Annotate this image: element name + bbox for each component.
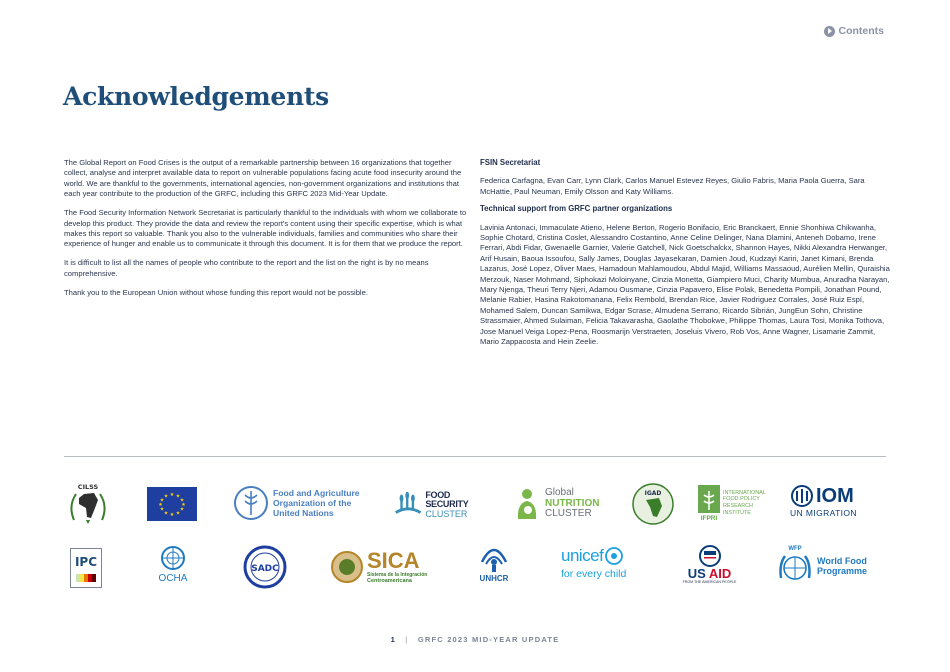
ifpri-abbr: IFPRI: [700, 514, 718, 522]
wfp-line-1: World Food: [817, 556, 867, 566]
svg-text:★: ★: [158, 502, 163, 508]
contributors: [480, 158, 892, 355]
svg-text:★: ★: [169, 492, 175, 498]
svg-text:★: ★: [181, 502, 186, 508]
fsc-line-2: CLUSTER: [425, 508, 468, 519]
ifpri-line-2: FOOD POLICY: [723, 496, 760, 503]
page-title: Acknowledgements: [63, 82, 329, 111]
usaid-tagline: FROM THE AMERICAN PEOPLE: [682, 580, 737, 584]
iom-logo: [790, 485, 870, 517]
unhcr-logo: [473, 542, 515, 588]
mother-child-icon: [515, 487, 541, 521]
cilss-logo: [64, 480, 112, 526]
gnc-line-2: NUTRITION: [545, 497, 600, 509]
intro-paragraph: Thank you to the European Union without whose funding this report would not be possible.: [64, 287, 368, 297]
partners-heading: Technical support from GRFC partner organizations: [480, 204, 673, 214]
sica-sub-2: Centroamericana: [367, 578, 412, 584]
sadc-text: SADC: [251, 564, 279, 574]
eu-flag-logo: [147, 487, 197, 521]
sica-emblem-icon: [330, 550, 364, 584]
igad-text: IGAD: [644, 490, 662, 497]
page-number: 1: [390, 635, 396, 644]
sica-text: SICA: [367, 548, 420, 573]
contents-link[interactable]: [824, 25, 885, 37]
ifpri-emblem-icon: [698, 485, 720, 513]
gnc-line-3: CLUSTER: [545, 508, 592, 520]
wfp-line-2: Programme: [817, 566, 868, 576]
wfp-emblem-icon: [777, 552, 813, 586]
divider: [64, 456, 886, 457]
play-circle-icon: [824, 26, 835, 37]
usaid-text: [688, 567, 732, 580]
footer-separator: |: [405, 635, 409, 644]
svg-text:★: ★: [159, 506, 165, 513]
unhcr-emblem-icon: [479, 542, 509, 574]
unhcr-text: UNHCR: [479, 574, 509, 583]
global-nutrition-cluster-logo: [515, 487, 615, 521]
fao-line-2: Organization of the: [273, 498, 352, 508]
fao-logo: [233, 484, 368, 522]
fao-line-1: Food and Agriculture: [273, 488, 360, 498]
partners-names: Lavinia Antonaci, Immaculate Atieno, Helene Berton, Rogerio Bonifacio, Eric Branckaert, Ennie Shonhiwa Chikwanha, Sophie Chotard, Cristina Coslet, Alessandro Costantino, Anne Celine Delinger, Nana Dlamini, Anteneh Dobamo, Irene Ferrari, Abdi Fidar, Gwenaelle Garnier, Valerie Gatchell, Nick Goetschalckx, Shannon Hayes, Nikki Alexandra Herwanger, Arif Husain, Baoua Issoufou, Sally James, Douglas Jayasekaran, Damien Joud, Kudzayi Kariri, Janet Kimani, Brenda Lazarus, José Lopez, Oliver Maes, Hamadoun Mahlamoudou, Abdul Majid, Williams Massaoud, Aurélien Mellin, Quraishia Merzouk, Naser Mohmand, Siphokazi Moloinyane, Cinzia Monetta, Giampiero Muci, Charity Mumbua, Anuradha Narayan, Mary Njenga, Theuri Terry Njeri, Adamou Ousmane, Cinzia Papavero, Elise Polak, Benedetta Pompili, Jonathan Pound, Melanie Rabier, Hasina Rakotomanana, Felix Rembold, Brendan Rice, Javier Rodriguez Corrales, José Ruiz Espí, Mohamed Salem, Duncan Samikwa, Edgar Scrase, Almudena Serrano, Ricardo Sibrián, JungEun Sohn, Christine Strassmaier, Ahmed Sulaiman, Felicia Takavarasha, Gaolathe Thobokwe, Philippe Thomas, Laura Tosi, Monika Tothova, Jose Manuel Veiga Lopez-Pena, Roosmarijn Verstraeten, Joseluis Vivero, Rob Vos, Anne Wagner, Lisamarie Zammit, Mario Zappacosta and Hein Zeelie.: [480, 222, 890, 347]
intro-paragraph: It is difficult to list all the names of people who contribute to the report and the list on the right is by no means comprehensive.: [64, 258, 429, 278]
svg-text:★: ★: [159, 497, 165, 504]
ocha-text: OCHA: [158, 573, 188, 584]
intro-text: [64, 158, 474, 306]
unicef-tagline: for every child: [561, 568, 627, 580]
gnc-line-1: Global: [545, 487, 574, 499]
unicef-text: unicef: [561, 546, 604, 565]
igad-logo: [631, 482, 675, 526]
cilss-text: CILSS: [77, 483, 99, 491]
fsin-heading: FSIN Secretariat: [480, 158, 541, 167]
usaid-text-us: US: [687, 566, 706, 581]
sica-logo: [330, 548, 435, 586]
ifpri-line-4: INSTITUTE: [723, 509, 751, 516]
svg-text:★: ★: [163, 493, 169, 500]
wfp-logo: [777, 545, 872, 587]
food-security-cluster-logo: [392, 490, 492, 520]
ifpri-line-3: RESEARCH: [723, 503, 753, 509]
ipc-logo: [70, 548, 102, 588]
svg-text:★: ★: [175, 493, 181, 500]
ifpri-line-1: INTERNATIONAL: [723, 489, 766, 496]
svg-text:★: ★: [169, 512, 175, 518]
sadc-logo: [243, 545, 287, 589]
intro-paragraph: The Global Report on Food Crises is the output of a remarkable partnership between 16 organizations that together collect, analyse and interpret available data to report on vulnerable populations facing acute food insecurity around the world. We are thankful to the governments, international agencies, non-government organizations and institutions that each year contribute to the production of the GRFC, including this GRFC 2023 Mid-Year Update.: [64, 158, 462, 199]
wheat-icon: [392, 491, 424, 519]
ocha-logo: [153, 545, 193, 589]
sica-sub-1: Sistema de la Integración: [367, 572, 428, 578]
usaid-logo: [682, 545, 737, 589]
wfp-abbr: WFP: [788, 546, 802, 552]
unicef-emblem-icon: [605, 547, 623, 565]
contents-label: Contents: [838, 25, 884, 37]
fsc-line-1: FOOD SECURITY: [425, 489, 469, 510]
svg-text:★: ★: [179, 506, 185, 513]
ifpri-logo: [698, 483, 778, 523]
fao-emblem-icon: [233, 485, 269, 521]
usaid-seal-icon: [699, 545, 721, 567]
svg-text:★: ★: [179, 497, 185, 504]
iom-emblem-icon: [790, 485, 814, 507]
un-emblem-icon: [160, 545, 186, 571]
usaid-text-aid: AID: [708, 566, 732, 581]
iom-sub: UN MIGRATION: [790, 507, 857, 518]
fsin-names: Federica Carfagna, Evan Carr, Lynn Clark, Carlos Manuel Estevez Reyes, Giulio Fabris, Maria Paola Guerra, Sara McHattie, Paul Neuman, Emily Olsson and Katy Williams.: [480, 176, 865, 196]
unicef-logo: [561, 546, 641, 586]
svg-text:★: ★: [175, 510, 181, 517]
fao-line-3: United Nations: [273, 508, 334, 518]
svg-text:★: ★: [163, 510, 169, 517]
publication-name: GRFC 2023 MID-YEAR UPDATE: [417, 635, 560, 644]
intro-paragraph: The Food Security Information Network Secretariat is particularly thankful to the individuals with whom we collaborate to develop this product. They provide the data and review the report's content using their specific expertise, which is what makes this report so valuable. Thank you also to the vulnerable individuals, families and communities who share their experience of hunger and enable us to communicate it through this document. It is for them that we produce the report.: [64, 208, 467, 249]
iom-abbr: IOM: [816, 484, 854, 507]
page-footer: [0, 635, 950, 644]
ipc-text: IPC: [74, 555, 98, 569]
